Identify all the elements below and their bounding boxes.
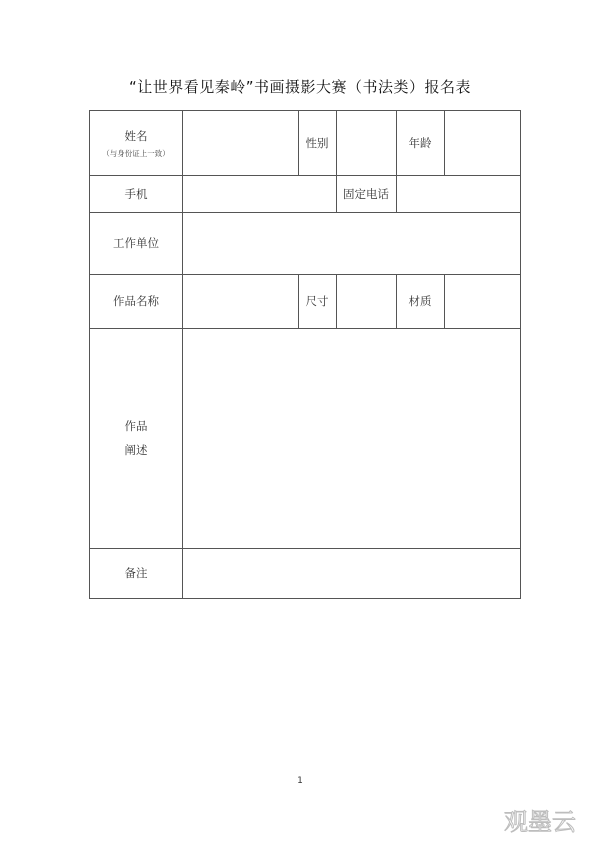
size-field[interactable]: [337, 275, 396, 328]
remarks-label-cell: [90, 548, 182, 598]
form-title: “让世界看见秦岭”书画摄影大赛（书法类）报名表: [128, 78, 472, 96]
employer-label: 工作单位: [113, 236, 159, 250]
description-label-line1: 作品: [124, 419, 148, 433]
mobile-label: 手机: [124, 186, 148, 201]
work-title-label: 作品名称: [113, 294, 159, 308]
name-label-cell: [90, 111, 182, 175]
landline-label-cell: [336, 175, 396, 212]
gender-label-cell: [298, 111, 336, 175]
age-label: 年龄: [408, 136, 432, 150]
material-label: 材质: [408, 294, 432, 308]
name-note: （与身份证上一致）: [102, 148, 170, 158]
description-label-line2: 阐述: [124, 443, 148, 457]
material-field[interactable]: [445, 275, 520, 328]
size-label-cell: [298, 274, 336, 328]
page-number: 1: [297, 776, 303, 786]
name-label: 姓名: [124, 128, 148, 143]
work-title-field[interactable]: [183, 275, 298, 328]
landline-field[interactable]: [397, 176, 520, 212]
watermark-logo: [490, 798, 590, 844]
remarks-field[interactable]: [183, 549, 520, 598]
gender-label: 性别: [305, 136, 329, 150]
watermark-text: 观墨云: [504, 808, 576, 836]
remarks-label: 备注: [124, 566, 148, 580]
employer-field[interactable]: [183, 213, 520, 274]
landline-label: 固定电话: [343, 186, 389, 201]
description-field[interactable]: [183, 329, 520, 548]
employer-label-cell: [90, 212, 182, 274]
mobile-label-cell: [90, 175, 182, 212]
age-field[interactable]: [445, 111, 520, 175]
registration-form-table: [89, 110, 521, 599]
gender-field[interactable]: [337, 111, 396, 175]
mobile-field[interactable]: [183, 176, 336, 212]
material-label-cell: [396, 274, 444, 328]
description-label-cell: [90, 328, 182, 548]
age-label-cell: [396, 111, 444, 175]
work-title-label-cell: [90, 274, 182, 328]
name-field[interactable]: [183, 111, 298, 175]
size-label: 尺寸: [305, 294, 329, 308]
